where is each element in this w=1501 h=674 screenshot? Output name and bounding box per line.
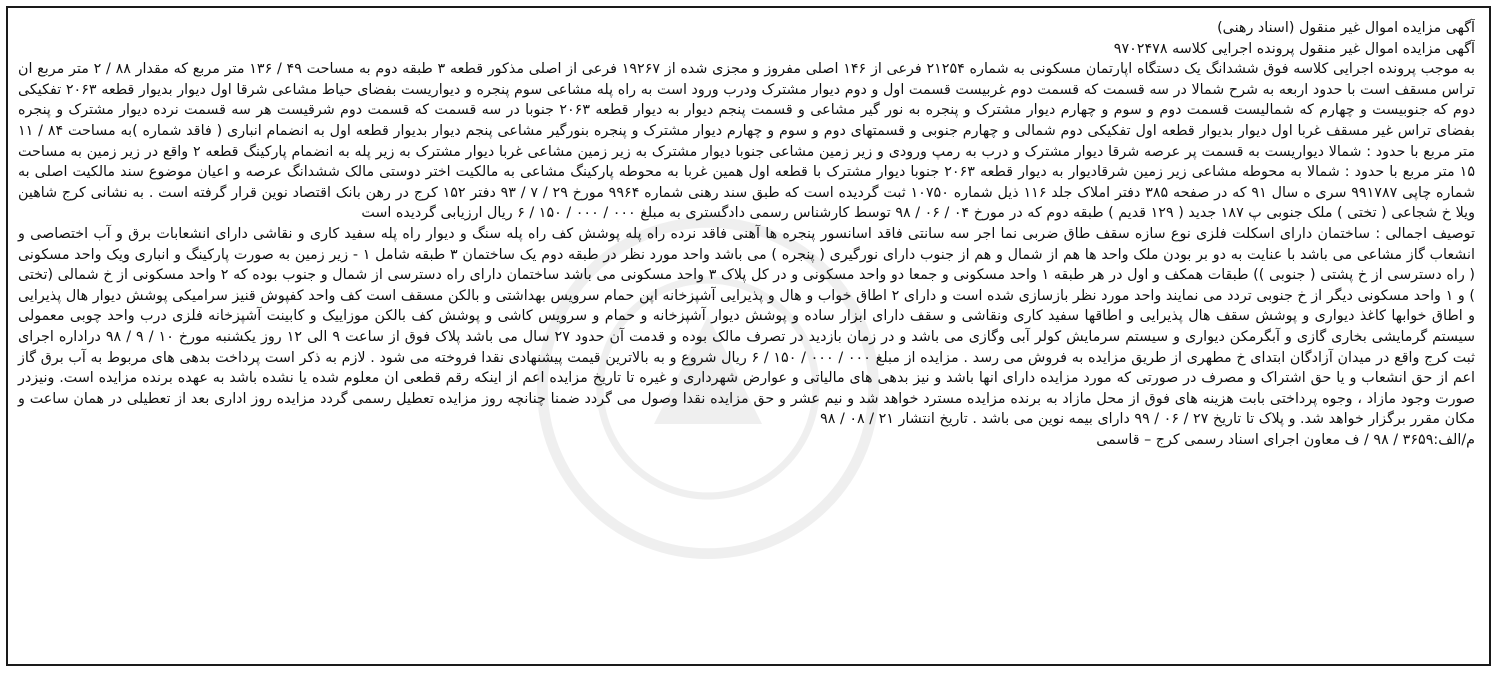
notice-subtitle: آگهی مزایده اموال غیر منقول پرونده اجرایی کلاسه ۹۷۰۲۴۷۸ xyxy=(1113,40,1475,57)
notice-body xyxy=(18,18,1475,656)
summary-description-paragraph: توصیف اجمالی : ساختمان دارای اسکلت فلزی نوع سازه سقف طاق ضربی نما اجر سه سانتی فاقد اسانسور پنجره ها آهنی فاقد نرده راه پله پوشش کف راه پله سنگ و دیوار راه پله سفید کاری و نقاشی دارای انشعابات برق و آب اختصاصی و انشعاب گاز مشاعی می باشد با عنایت به دو بر بودن ملک واحد ها هم از شمال و هم از جنوب دارای نورگیری ( پنجره ) می باشد واحد مورد نظر در طبقه دوم یک ساختمان ۳ طبقه شامل ۱ - زیر زمین به صورت پارکینگ و انباری ویک واحد مسکونی ( راه دسترسی از خ پشتی ( جنوبی )) طبقات همکف و اول در هر طبقه ۱ واحد مسکونی و جمعا دو واحد مسکونی و در کل پلاک ۳ واحد مسکونی می باشد ساختمان دارای راه دسترسی از شمال و جنوب بوده که ۲ واحد مسکونی از خ شمالی (تختی ) و ۱ واحد مسکونی دیگر از خ جنوبی تردد می نمایند واحد مورد نظر بازسازی شده است و دارای ۲ اطاق خواب و هال و پذیرایی آشپزخانه اپن حمام سرویس بهداشتی و بالکن مسقف است کف واحد کفپوش قنیز سرامیکی پوشش دیوار هال پذیرایی و اطاق خوابها کاغذ دیواری و پوشش سقف هال پذیرایی و اطاقها سفید کاری ونقاشی و سقف دارای ابزار ساده و پوشش دیوار آشپزخانه و حمام و سرویس کاشی و پوشش کف بالکن موزاییک و کابینت آشپزخانه فلزی درب واحد چوبی معمولی سیستم گرمایشی بخاری گازی و آبگرمکن دیواری و سیستم سرمایش کولر آبی وگازی می باشد و در زمان بازدید در تصرف مالک بوده و قدمت آن حدود ۲۷ سال می باشد پلاک فوق از ساعت ۹ الی ۱۲ روز یکشنبه مورخ ۱۰ / ۹ / ۹۸ دراداره اجرای ثبت کرج واقع در میدان آزادگان ابتدای خ مطهری از طریق مزایده به فروش می رسد . مزایده از مبلغ ۰۰۰ / ۰۰۰ / ۱۵۰ / ۶ ریال شروع و به بالاترین قیمت پیشنهادی نقدا فروخته می شود . لازم به ذکر است پرداخت بدهی های مربوط به آب برق گاز اعم از حق انشعاب و یا حق اشتراک و مصرف در صورتی که مورد مزایده دارای انها باشد و نیز بدهی های مالیاتی و عوارض شهرداری و غیره تا تاریخ مزایده اعم از اینکه رقم قطعی ان معلوم شده یا نشده باشد به عهده برنده مزایده است. ونیزدر صورت وجود مازاد ، وجوه پرداختی بابت هزینه های فوق از محل مازاد به برنده مزایده مسترد خواهد شد و نیم عشر و حق مزایده نقدا وصول می گردد ضمنا چنانچه روز مزایده تعطیل رسمی گردد مزایده روز اداری بعد از تعطیلی در همان ساعت و مکان مقرر برگزار خواهد شد. و پلاک تا تاریخ ۲۷ / ۰۶ / ۹۹ دارای بیمه نوین می باشد . تاریخ انتشار ۲۱ / ۰۸ / ۹۸ xyxy=(18,225,1476,428)
property-description-paragraph: به موجب پرونده اجرایی کلاسه فوق ششدانگ یک دستگاه اپارتمان مسکونی به شماره ۲۱۲۵۴ فرعی از ۱۴۶ اصلی مفروز و مجزی شده از ۱۹۲۶۷ فرعی از اصلی مذکور قطعه ۳ طبقه دوم به مساحت ۴۹ / ۱۳۶ متر مربع که مقدار ۸۸ / ۲ متر مربع ان تراس مسقف است با حدود اربعه به شرح شمالا در سه قسمت که قسمت دوم غربیست قسمت اول و دوم دیوار مشترک ودرب ورود است به راه پله مشاعی سوم پنجره و دیواریست بفضای حیاط مشاعی شرقا اول دیوار بدیوار قطعه ۲۰۶۳ تفکیکی دوم که جنوبیست و چهارم که شمالیست قسمت دوم و سوم و چهارم دیوار مشترک و پنجره به نور گیر مشاعی و قسمت پنجم دیوار به دیوار قطعه ۲۰۶۳ جنوبا در سه قسمت که قسمت دوم شرقیست هر سه قسمت نرده دیوار مشترک و پنجره بفضای تراس غیر مسقف غربا اول دیوار بدیوار قطعه اول تفکیکی دوم شمالی و چهارم جنوبی و قسمتهای دوم و سوم و چهارم دیوار مشترک و پنجره بنورگیر مشاعی پنجم دیوار بدیوار قطعه اول به انضمام انباری ( فاقد شماره )به مساحت ۸۴ / ۱۱ متر مربع با حدود : شمالا دیواریست به قسمت پر عرصه شرقا دیوار مشترک و درب به رمپ ورودی و زیر زمین مشاعی جنوبا دیوار مشترک به زیر زمین مشاعی غربا دیوار مشترک به زیر پله به انضمام پارکینگ قطعه ۲ واقع در زیر زمین به مساحت ۱۵ متر مربع با حدود : شمالا به محوطه مشاعی زیر زمین شرقادیوار به دیوار قطعه ۲۰۶۳ جنوبا دیوار مشترک با قطعه اول همین غربا به محوطه پارکینگ مشاعی به مالکیت اختر دوستی مالک ششدانگ عرصه و اعیان موضوع سند مالکیت اصلی به شماره چاپی ۹۹۱۷۸۷ سری ه سال ۹۱ که در صفحه ۳۸۵ دفتر املاک جلد ۱۱۶ ذیل شماره ۱۰۷۵۰ ثبت گردیده است که طبق سند رهنی شماره ۹۹۶۴ مورخ ۲۹ / ۷ / ۹۳ دفتر ۱۵۲ کرج در رهن بانک اقتصاد نوین قرار گرفته است . به نشانی کرج شاهین ویلا خ شجاعی ( تختی ) ملک جنوبی پ ۱۸۷ جدید ( ۱۲۹ قدیم ) طبقه دوم که در مورخ ۰۴ / ۰۶ / ۹۸ توسط کارشناس رسمی دادگستری به مبلغ ۰۰۰ / ۰۰۰ / ۱۵۰ / ۶ ریال ارزیابی گردیده است xyxy=(18,61,1476,222)
notice-title: آگهی مزایده اموال غیر منقول (اسناد رهنی) xyxy=(1217,20,1475,36)
notice-footer: م/الف:۳۶۵۹ / ۹۸ / ف معاون اجرای اسناد رسمی کرج – قاسمی xyxy=(1096,431,1475,448)
notice-frame xyxy=(6,6,1491,666)
